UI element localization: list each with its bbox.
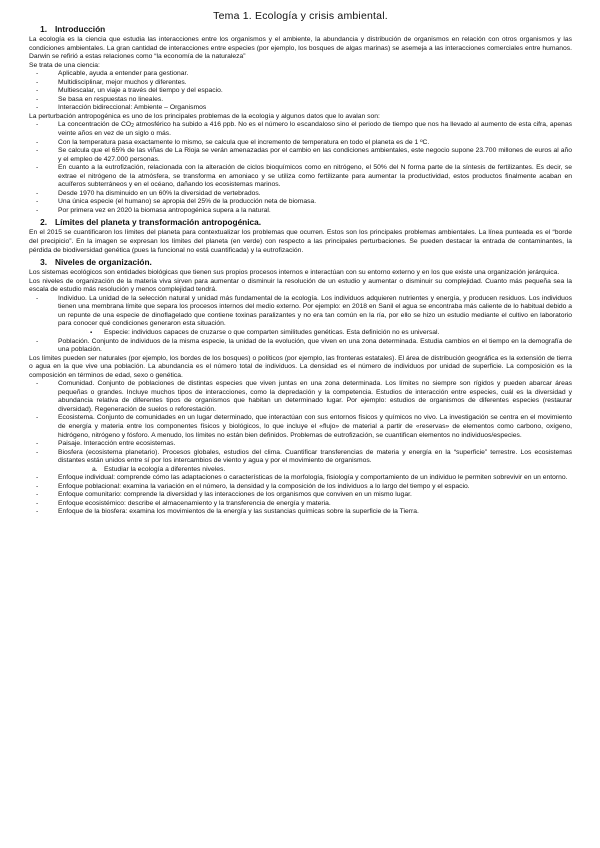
- bullet-list: [29, 70, 572, 113]
- list-item: - Se calcula que el 65% de las viñas de La Rioja se verán amenazadas por el cambio en las condiciones ambientales, este negocio supone 23.700 millones de euros al año y el empleo de 427.000 personas.: [29, 147, 572, 164]
- list-item-poblacion: - Población. Conjunto de individuos de la misma especie, la unidad de la evolución, que viven en una zona determinada. Estudia cambios en el tiempo en la demografía de una población.: [29, 338, 572, 355]
- list-item: - Con la temperatura pasa exactamente lo mismo, se calcula que el incremento de temperatura en todo el planeta es de 1 ºC.: [29, 139, 572, 148]
- paragraph: La perturbación antropogénica es uno de los principales problemas de la ecología y algunos datos que lo avalan son:: [29, 112, 380, 120]
- list-item: - Enfoque comunitario: comprende la diversidad y las interacciones de los organismos que conviven en un mismo lugar.: [29, 491, 572, 500]
- section-number: 1.: [40, 24, 47, 34]
- section-number: 3.: [40, 257, 47, 268]
- list-item: - Enfoque individual: comprende cómo las adaptaciones o características de la morfología, fisiología y comportamiento de un individuo le permiten sobrevivir en un entorno.: [29, 474, 572, 483]
- bullet-list: [29, 295, 572, 355]
- document-title: Tema 1. Ecología y crisis ambiental.: [213, 10, 388, 22]
- alpha-item: a. Estudiar la ecología a diferentes niveles.: [29, 466, 572, 475]
- paragraph: La ecología es la ciencia que estudia las interacciones entre los organismos y el ambiente, la abundancia y distribución de organismos en relación con otros organismos y las condiciones ambientales. La gran cantidad de interacciones entre especies (por ejemplo, los bosques de algas marinas) se asemeja a las interacciones comerciales entre humanos. Darwin se refirió a estas relaciones como “la economía de la naturaleza”: [29, 36, 572, 61]
- list-item: - Interacción bidireccional: Ambiente – Organismos: [29, 104, 572, 113]
- list-item-individuo: - Individuo. La unidad de la selección natural y unidad más fundamental de la ecología. Los individuos adquieren nutrientes y energía, y producen residuos. Los individuos tienen una membrana límite que separa los procesos internos del medio externo. Por ejemplo: en 2018 en Sanil el agua se encontraba más caliente de lo habitual debido a un repunte de una especie de dinoflagelado que contiene toxinas paralizantes y no era tan común en la ría, por ello se hizo un estudio mediante el cultivo en laboratorio para conocer qué condiciones generaron esta situación.: [29, 295, 572, 329]
- list-item-biosfera: - Biosfera (ecosistema planetario). Procesos globales, estudios del clima. Cuantificar transferencias de materia y energía en la “superficie” terrestre. Los ecosistemas distantes están unidos entre sí por los intercambios de viento y agua y por el movimiento de organismos.: [29, 449, 572, 466]
- section-heading-niveles: [29, 257, 572, 267]
- list-item: - Aplicable, ayuda a entender para gestionar.: [29, 70, 572, 79]
- section-title: Introducción: [55, 24, 106, 34]
- bullet-list: [29, 380, 572, 517]
- list-item: - Enfoque de la biosfera: examina los movimientos de la energía y las sustancias químicas sobre la superficie de la Tierra.: [29, 508, 572, 517]
- section-title: Niveles de organización.: [55, 257, 152, 268]
- section-heading-limites: [29, 217, 572, 227]
- list-item: - Una única especie (el humano) se apropia del 25% de la producción neta de biomasa.: [29, 198, 572, 207]
- bullet-list: [29, 121, 572, 215]
- text-span: La concentración de CO: [58, 121, 132, 129]
- list-item-ecosistema: - Ecosistema. Conjunto de comunidades en un lugar determinado, que interactúan con sus entornos físicos y químicos no vivo. La investigación se centra en el movimiento de energía y materia entre los componentes físicos y biológicos, lo que incluye el «flujo» de material a partir de «reservas» de elementos como carbono, oxígeno, hidrógeno, nitrógeno y fósforo. A menudo, los límites no están bien definidos. Problemas de eutrofización, se cuantifican elementos no individuos/especies.: [29, 414, 572, 440]
- list-item: - Enfoque ecosistémico: describe el almacenamiento y la transferencia de energía y materia.: [29, 500, 572, 509]
- list-item: - Multiescalar, un viaje a través del tiempo y del espacio.: [29, 87, 572, 96]
- section-number: 2.: [40, 217, 47, 228]
- section-title: Límites del planeta y transformación antropogénica.: [55, 217, 262, 228]
- list-item-comunidad: - Comunidad. Conjunto de poblaciones de distintas especies que viven juntas en una zona determinada. Los límites no siempre son rígidos y pueden abarcar áreas pequeñas o grandes. Incluye muchos tipos de interacciones, como la depredación y la competencia. Estudios de interacción entre especies, cuál es la diversidad y abundancia relativa de diferentes tipos de organismos que habitan un determinado lugar. Por ejemplo: estudios de organismos de diferentes especies (restaurar diversidad). Regeneración de suelos o reforestación.: [29, 380, 572, 414]
- list-item: - Multidisciplinar, mejor muchos y diferentes.: [29, 79, 572, 88]
- list-item: - Por primera vez en 2020 la biomasa antropogénica supera a la natural.: [29, 207, 572, 216]
- paragraph: Los niveles de organización de la materia viva sirven para aumentar o disminuir la resolución de un estudio y aumentar o disminuir su complejidad. Cuanto más pequeña sea la escala de estudio más resolución y menos complejidad tendrá.: [29, 277, 572, 294]
- paragraph: Los sistemas ecológicos son entidades biológicas que tienen sus propios procesos internos e interactúan con su entorno externo y en los que existe una organización jerárquica.: [29, 269, 560, 277]
- list-item: - En cuanto a la eutrofización, relacionada con la alteración de ciclos bioquímicos como en nitrógeno, el 50% del N forma parte de la síntesis de fertilizantes. Es decir, se extrae el nitrógeno de la atmósfera, se transforma en amoniaco y se utiliza como fertilizante para aumentar la productividad, estos productos finalmente acaban en acuíferos subterráneos y en el océano, dañando los ecosistemas marinos.: [29, 164, 572, 190]
- paragraph: Los límites pueden ser naturales (por ejemplo, los bordes de los bosques) o políticos (por ejemplo, las fronteras estatales). El área de distribución geográfica es la extensión de tierra o agua en la que vive una población. La abundancia es el número total de individuos. La densidad es el número de individuos por unidad de superficie. La composición es la composición en términos de edad, sexo o genética.: [29, 354, 572, 379]
- list-item-paisaje: - Paisaje. Interacción entre ecosistemas.: [29, 440, 572, 449]
- section-heading-introduccion: [29, 24, 572, 34]
- text-span: atmosférico ha subido a 416 ppb. No es el número lo escandaloso sino el periodo de tiempo que nos ha llevado al aumento de esta cifra, apenas veinte años en vez de un siglo o más.: [58, 121, 573, 138]
- list-item: - Se basa en respuestas no lineales.: [29, 96, 572, 105]
- paragraph: En el 2015 se cuantificaron los límites del planeta para contextualizar los problemas que ocurren. Estos son los principales problemas ambientales. La línea punteada es el “borde del precipicio”. En la imagen se expresan los límites del planeta (en verde) con respecto a las principales perturbaciones. Se pueden destacar la entrada de contaminantes, la pérdida de biodiversidad genética (pues la funcional no está cuantificada) y la eutrofización.: [29, 229, 572, 254]
- list-item-co2: [29, 121, 572, 138]
- list-item: - Desde 1970 ha disminuido en un 60% la diversidad de vertebrados.: [29, 190, 572, 199]
- paragraph: Se trata de una ciencia:: [29, 61, 100, 69]
- list-item: - Enfoque poblacional: examina la variación en el número, la densidad y la composición de los individuos a lo largo del tiempo y el espacio.: [29, 483, 572, 492]
- subscript: 2: [131, 123, 134, 130]
- sub-item-especie: ▪ Especie: individuos capaces de cruzarse o que comparten similitudes genéticas. Esta definición no es universal.: [29, 329, 572, 338]
